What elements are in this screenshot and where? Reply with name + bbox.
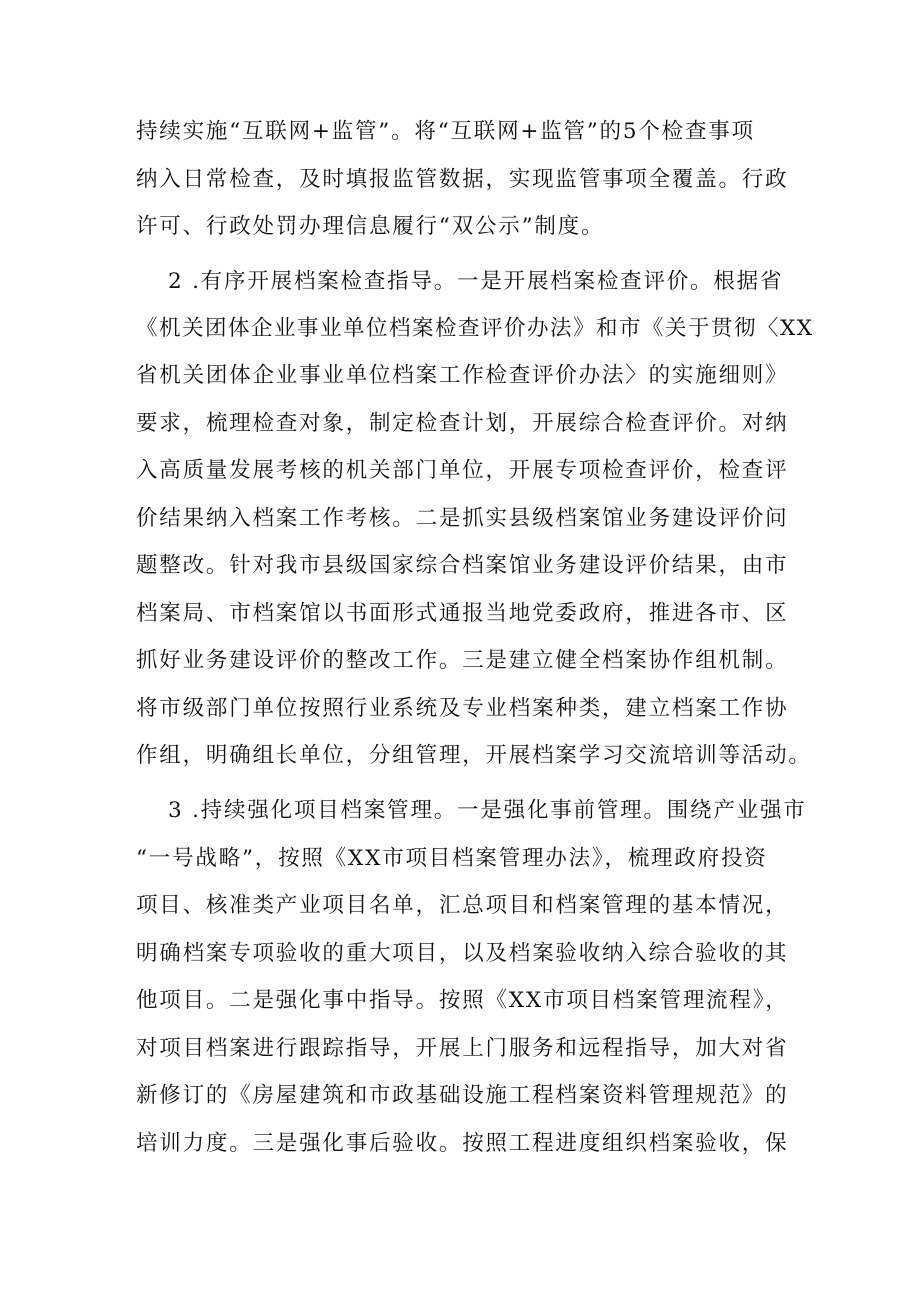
text-line: 许可、行政处罚办理信息履行“双公示”制度。 (136, 214, 605, 239)
text-line: 作组，明确组长单位，分组管理，开展档案学习交流培训等活动。 (136, 743, 812, 768)
text-line: 他项目。二是强化事中指导。按照《XX市项目档案管理流程》， (136, 988, 789, 1013)
text-line: 新修订的《房屋建筑和市政基础设施工程档案资料管理规范》的 (136, 1083, 789, 1108)
text-line: 抓好业务建设评价的整改工作。三是建立健全档案协作组机制。 (136, 648, 789, 673)
text-line: 入高质量发展考核的机关部门单位，开展专项检查评价，检查评 (136, 458, 789, 483)
text-line: 培训力度。三是强化事后验收。按照工程进度组织档案验收，保 (136, 1131, 789, 1156)
text-line: 持续实施“互联网+监管”。将“互联网+监管”的5个检查事项 (136, 119, 755, 144)
text-line: 要求，梳理检查对象，制定检查计划，开展综合检查评价。对纳 (136, 411, 789, 436)
text-line: 明确档案专项验收的重大项目，以及档案验收纳入综合验收的其 (136, 941, 789, 966)
text-line: 对项目档案进行跟踪指导，开展上门服务和远程指导，加大对省 (136, 1036, 789, 1061)
text-line: 《机关团体企业事业单位档案检查评价办法》和市《关于贯彻〈XX (136, 316, 814, 341)
text-line: 2 .有序开展档案检查指导。一是开展档案检查评价。根据省 (168, 269, 784, 294)
text-line: 项目、核准类产业项目名单，汇总项目和档案管理的基本情况， (136, 893, 789, 918)
text-line: “一号战略”，按照《XX市项目档案管理办法》，梳理政府投资 (136, 846, 768, 871)
text-line: 档案局、市档案馆以书面形式通报当地党委政府，推进各市、区 (136, 601, 789, 626)
text-line: 将市级部门单位按照行业系统及专业档案种类，建立档案工作协 (136, 696, 789, 721)
text-line: 纳入日常检查，及时填报监管数据，实现监管事项全覆盖。行政 (136, 167, 789, 192)
text-line: 题整改。针对我市县级国家综合档案馆业务建设评价结果，由市 (136, 553, 789, 578)
text-line: 价结果纳入档案工作考核。二是抓实县级档案馆业务建设评价问 (136, 506, 789, 531)
text-line: 省机关团体企业事业单位档案工作检查评价办法〉的实施细则》 (136, 363, 789, 388)
text-line: 3 .持续强化项目档案管理。一是强化事前管理。围绕产业强市 (168, 798, 807, 823)
